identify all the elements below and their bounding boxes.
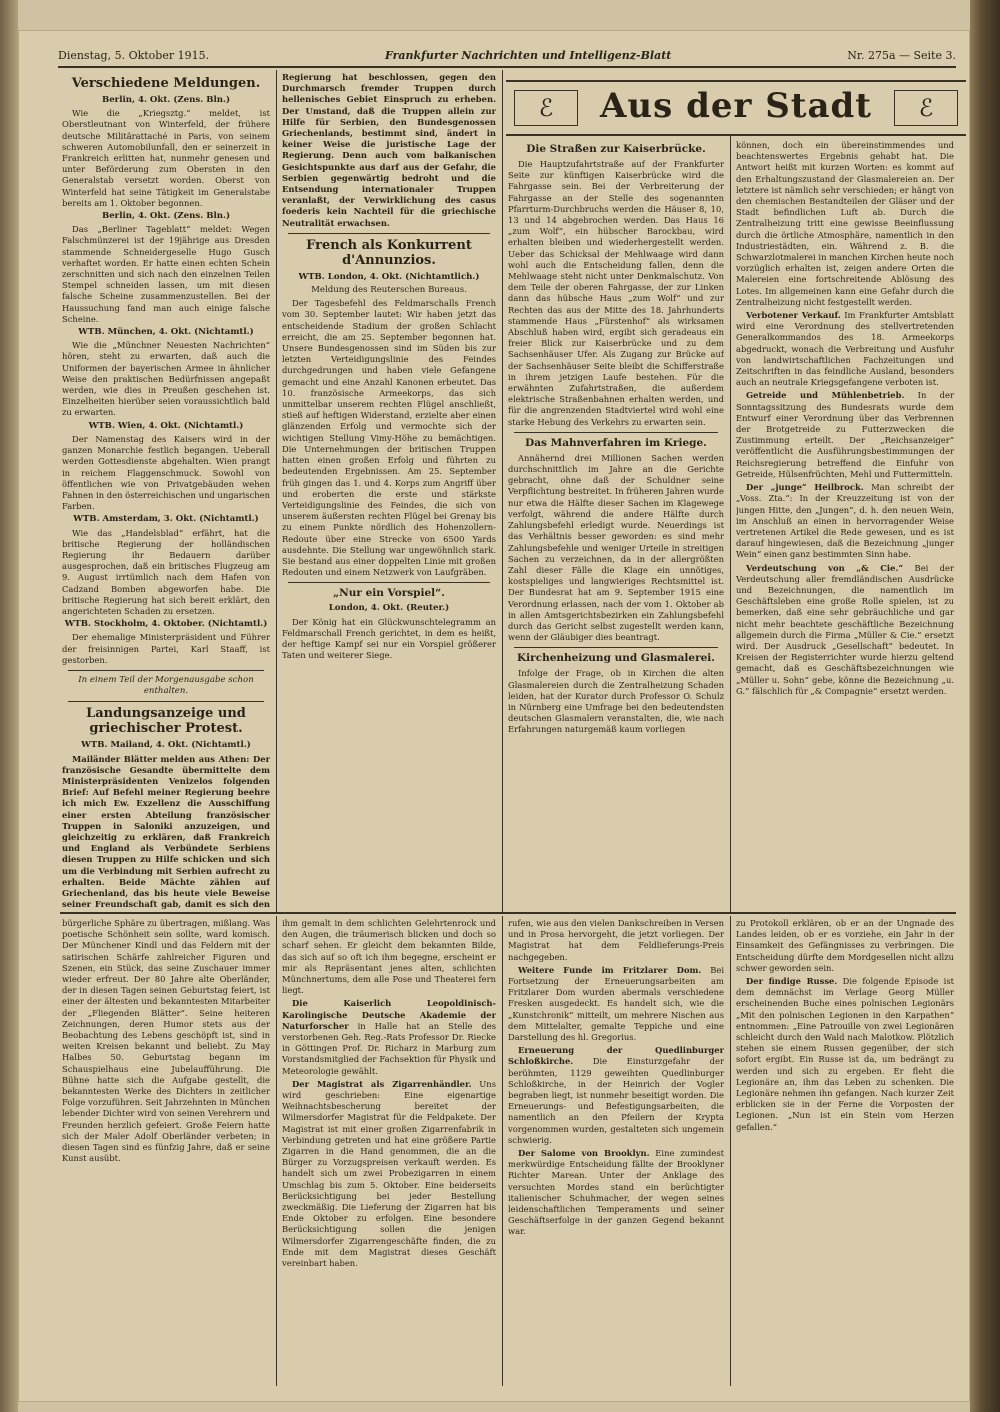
divider [288, 233, 490, 234]
newspaper-title: Frankfurter Nachrichten und Intelligenz-Blatt [385, 48, 672, 62]
column-1 [62, 72, 270, 910]
article-text: Annähernd drei Millionen Sachen werden durchschnittlich im Jahre an die Gerichte gebracht, ohne daß der Schuldner seine Verpflichtung bestreitet. In früheren Jahren wurde nur etwa die Hälfte dieser Sachen im Klagewege verfolgt, während die andere Hälfte durch Zahlungsbefehl erledigt wurde. Neuerdings ist das Verhältnis besser geworden: es sind mehr Zahlungsbefehle und weniger Urteile in streitigen Sachen zu verzeichnen, da in der allergrößten Zahl dieser Fälle die Klage ein unnötiges, kostspieliges und langwieriges Rechtsmittel ist. Der Bundesrat hat am 9. September 1915 eine Verordnung erlassen, nach der vom 1. Oktober ab in allen Amtsgerichtsbezirken ein Zahlungsbefehl durch das Gericht selbst zugestellt werden kann, wenn der Gläubiger dies beantragt. [508, 452, 724, 643]
inline-heading: Weitere Funde im Fritzlarer Dom. [518, 964, 702, 975]
dateline: WTB. München, 4. Okt. (Nichtamtl.) [78, 327, 254, 338]
dateline: Berlin, 4. Okt. (Zens. Bln.) [101, 95, 231, 105]
dateline: London, 4. Okt. (Reuter.) [328, 603, 450, 614]
article-text: Man schreibt der „Voss. Zta.“: In der Kreuzzeitung ist von der jungen Hitte, den „Jungen“, d. h. den neuen Wein, im Anschluß an einen in hervorragender Weise vertretenen Artikel die Rede gewesen, und es ist darauf hingewiesen, daß die Bezeichnung „junger Wein“ einen ganz bestimmten Sinn habe. [736, 482, 954, 560]
news-item [62, 421, 270, 513]
inline-heading: Der findige Russe. [746, 976, 838, 987]
issue-date: Dienstag, 5. Oktober 1915. [58, 48, 210, 62]
news-item [62, 514, 270, 617]
article-text: In der Sonntagssitzung des Bundesrats wurde dem Entwurf einer Verordnung über das Verbrennen der Brotgetreide zu Futterzwecken die Zustimmung erteilt. Der „Reichsanzeiger“ veröffentlicht die Ausführungsbestimmungen der Reichsregierung betreffend die Einfuhr von Getreide, Hülsenfrüchten, Mehl und Futtermitteln. [736, 390, 954, 479]
article-text: Der Tagesbefehl des Feldmarschalls French vom 30. September lautet: Wir haben jetzt das entscheidende Stadium der großen Schlacht erreicht, die am 25. September begonnen hat. Unsere Bundesgenossen sind im Süden bis zur letzten Verteidigungslinie des Feindes durchgedrungen und haben viele Gefangene gemacht und eine Anzahl Kanonen erbeutet. Das 10. französische Armeekorps, das sich unmittelbar unserem rechten Flügel anschließt, stieß auf heftigen Widerstand, erzielte aber einen glänzenden Erfolg und vermochte sich der wichtigen Stellung Vimy-Höhe zu bemächtigen. Die Unternehmungen der britischen Truppen hatten einen großen Erfolg und führten zu bedeutenden Ergebnissen. Am 25. September früh gingen das 1. und 4. Korps zum Angriff über und eroberten die erste und stärkste Verteidigungslinie des Feindes, die sich von unserem äußersten rechten Flügel bei Grenay bis zu einem Punkte nördlich des Hohenzollern-Redoute über eine Strecke von 6500 Yards ausdehnte. Die Stellung war ungewöhnlich stark. Sie bestand aus einer doppelten Linie mit großen Redouten und einem Netzwerk von Laufgräben. [282, 298, 496, 578]
inline-heading: Die Kaiserlich Leopoldinisch-Karolingische Deutsche Akademie der Naturforscher [282, 998, 496, 1031]
inline-heading: Verbotener Verkauf. [746, 310, 841, 321]
dateline: WTB. Stockholm, 4. Oktober. (Nichtamtl.) [64, 619, 268, 630]
article-text: Die folgende Episode ist dem demnächst im Verlage Georg Müller erscheinenden Buche eines polnischen Legionärs „Mit den polnischen Legionen in den Karpathen“ entnommen: „Eine Patrouille von zwei Legionären schleicht durch den Wald nach Malotkow. Plötzlich stehen sie einem Russen gegenüber, der sich sofort ergibt. Ein Russe ist da, um bedrängt zu werden und sich zu ergeben. Er fleht die Legionäre an, ihm das Leben zu schenken. Die Legionäre nehmen ihn gefangen. Nach kurzer Zeit erblicken sie in der Ferne die Vorposten der Legionen. „Nun ist ein Stein vom Herzen gefallen.“ [736, 976, 954, 1132]
page-left-edge [0, 0, 18, 1412]
article-text: Infolge der Frage, ob in Kirchen die alten Glasmalereien durch die Zentralheizung Schaden leiden, hat der Kurator durch Professor O. Schulz in Nürnberg eine Umfrage bei den bedeutendsten deutschen Glasmalern veranstalten, die, wie nach Erfahrungen naturgemäß kaum vorliegen [508, 668, 724, 735]
inline-heading: Getreide und Mühlenbetrieb. [746, 390, 905, 401]
article-text: Wie das „Handelsblad“ erfährt, hat die britische Regierung der holländischen Regierung ihr Bedauern darüber ausgesprochen, daß ein britisches Flugzeug am 9. August irrtümlich nach dem Hafen von Cadzand Bomben abgeworfen habe. Die britische Regierung hat sich bereit erklärt, den angerichteten Schaden zu ersetzen. [62, 527, 270, 616]
masthead [58, 44, 956, 68]
article-text: Bei der Verdeutschung aller fremdländischen Ausdrücke und Bezeichnungen, die namentlich im Geschäftsleben eine große Rolle spielen, ist zu bemerken, daß eine sehr gebräuchliche und gar nicht mehr beachtete geschäftliche Bezeichnung allgemein durch die Firma „Müller & Cie.“ ersetzt wird. Der Ausdruck „Gesellschaft“ bedeutet. In Kreisen der Registerrichter wurde hierzu geltend gemacht, daß es Geschäftsbezeichnungen wie „Müller u. Sohn“ gebe, könne die Bezeichnung „u. G.“ fälschlich für „& Compagnie“ ersetzt werden. [736, 562, 954, 696]
article-text: Der Namenstag des Kaisers wird in der ganzen Monarchie festlich begangen. Ueberall werden Gottesdienste abgehalten. Wien prangt in reichem Flaggenschmuck. Sowohl von öffentlichen wie von Privatgebäuden wehen Fahnen in den österreichischen und ungarischen Farben. [62, 433, 270, 512]
inline-heading: Der Magistrat als Zigarrenhändler. [292, 1078, 472, 1089]
headline-french: French als Konkurrent d'Annunzios. [306, 237, 472, 268]
article-text: Wie die „Kriegsztg.“ meldet, ist Oberstleutnant von Winterfeld, der frühere deutsche Militärattaché in Paris, von seinem schweren Automobilunfall, den er seinerzeit in Frankreich erlitten hat, nunmehr genesen und unter Beförderung zum Obersten in den Generalstab versetzt worden. Oberst von Winterfeld hat seine Tätigkeit im Generalstabe bereits am 1. Oktober begonnen. [62, 108, 270, 208]
column-rule [502, 70, 503, 912]
inline-heading: Der Salome von Brooklyn. [518, 1148, 650, 1159]
dateline: WTB. Amsterdam, 3. Okt. (Nichtamtl.) [73, 514, 259, 525]
article-text: rufen, wie aus den vielen Dankschreiben in Versen und in Prosa hervorgeht, die jetzt vorliegen. Der Magistrat hat dem Feldlieferungs-Preis nachgegeben. [508, 918, 724, 962]
article-text: Wie die „Münchner Neuesten Nachrichten“ hören, steht zu erwarten, daß auch die Uniformen der bayerischen Armee in ähnlicher Weise den praktischen Bedürfnissen angepaßt werden, wie dies in Preußen geschehen ist. Einzelheiten hierüber seien voraussichtlich bald zu erwarten. [62, 340, 270, 418]
article-text: ihm gemalt in dem schlichten Gelehrtenrock und den Augen, die träumerisch blicken und doch so scharf sehen. Er gleicht dem bekannten Bilde, das sich auf so oft ich ihm begegne, erscheint er mir als Repräsentant jenes alten, schlichten Münchnertums, dem alle Pose und Theaterei fern liegt. [282, 918, 496, 996]
news-item [62, 95, 270, 209]
feuilleton-column-3 [508, 918, 724, 1384]
news-item [62, 619, 270, 666]
article-text: Das „Berliner Tageblatt“ meldet: Wegen Falschmünzerei ist der 19jährige aus Dresden stammende Schneidergeselle Hugo Gusch verhaftet worden. Er hatte einen echten Schein zerschnitten und sich nach den einzelnen Teilen Stempel schneiden lassen, um mit diesen falsche Scheine zusammenzustellen. Bei der Haussuchung fand man auch einige falsche Scheine. [62, 224, 270, 324]
divider [68, 701, 264, 702]
divider [514, 647, 718, 648]
feuilleton-rule [60, 912, 956, 914]
feuilleton-column-2 [282, 918, 496, 1384]
article-text: Im Frankfurter Amtsblatt wird eine Verordnung des stellvertretenden Generalkommandos des 18. Armeekorps abgedruckt, wonach die Verbreitung und Ausfuhr von landwirtschaftlichen Fachzeitungen und Zeitschriften in das feindliche Ausland, besonders auch an neutrale Kriegsgefangene verboten ist. [736, 310, 954, 388]
section-title: Aus der Stadt [599, 86, 872, 126]
headline-meldungen: Verschiedene Meldungen. [71, 76, 261, 91]
headline-vorspiel: „Nur ein Vorspiel“. [333, 587, 445, 600]
article-text: Eine zumindest merkwürdige Entscheidung fällte der Brooklyner Richter Marean. Unter der Anklage des versuchten Mordes stand ein berüchtigter italienischer Schuhmacher, der wegen seines leidenschaftlichen Temperaments und seiner Geschäftserfolge in der ganzen Gegend bekannt war. [508, 1148, 724, 1237]
edition-note: In einem Teil der Morgenausgabe schon enthalten. [78, 674, 254, 697]
issue-number: Nr. 275a — Seite 3. [847, 48, 956, 62]
headline-kirchenheizung: Kirchenheizung und Glasmalerei. [517, 652, 715, 665]
article-text: Der König hat ein Glückwunschtelegramm an Feldmarschall French gerichtet, in dem es heißt, der heftige Kampf sei nur ein Vorspiel größerer Taten und weiterer Siege. [282, 616, 496, 661]
inline-heading: Der „junge“ Heilbrock. [746, 482, 864, 493]
article-text: Uns wird geschrieben: Eine eigenartige Weihnachtsbescherung bereitet der Wilmersdorfer Magistrat für die Feldpakete. Der Magistrat ist mit einer großen Zigarrenfabrik in Verbindung getreten und hat eine größere Partie Zigarren in die Hand genommen, die an die Bürger zu Vorzugspreisen verkauft werden. Es handelt sich um zwei Probezigarren in einem Umschlag bis zum 5. Oktober. Eine beiderseits Berücksichtigung bei jeder Bestellung zweckmäßig. Die Lieferung der Zigarren hat bis Ende Oktober zu erfolgen. Eine besondere Berücksichtigung sollen die jenigen Wilmersdorfer Zigarrengeschäfte finden, die zu Ende mit dem Magistrat dieses Geschäft vereinbart haben. [282, 1078, 496, 1269]
article-text: Die Einsturzgefahr der berühmten, 1129 geweihten Quedlinburger Schloßkirche, in der Heinrich der Vogler begraben liegt, ist nunmehr beseitigt worden. Die Erneuerungs- und Befestigungsarbeiten, die namentlich an den Pfeilern der Krypta vorgenommen wurden, gestalteten sich ungemein schwierig. [508, 1056, 724, 1145]
column-2 [282, 72, 496, 910]
article-text: Bei Fortsetzung der Erneuerungsarbeiten am Fritzlarer Dom wurden abermals verschiedene Fresken ausgedeckt. Es handelt sich, wie die „Kunstchronik“ mitteilt, um mehrere Nischen aus dem Mittelalter, gemalte Teppiche und eine Darstellung des hl. Gregorius. [508, 964, 724, 1043]
article-text: Mailänder Blätter melden aus Athen: Der französische Gesandte übermittelte dem Ministerpräsidenten Venizelos folgenden Brief: Auf Befehl meiner Regierung beehre ich mich Ew. Exzellenz die Ausschiffung einer ersten Abteilung französischer Truppen in Saloniki anzuzeigen, und gleichzeitig zu erklären, daß Frankreich und England als Verbündete Serbiens diesen Truppen zu Hilfe schicken und sich um die Verbindung mit Serbien aufrecht zu erhalten. Beide Mächte zählen auf Griechenland, das bis heute viele Beweise seiner Freundschaft gab, damit es sich den [62, 753, 270, 910]
section-banner [506, 80, 966, 136]
news-item [62, 327, 270, 419]
ornament-right-icon: ℰ [894, 90, 958, 126]
headline-mahnverfahren: Das Mahnverfahren im Kriege. [525, 436, 707, 449]
column-rule [730, 136, 731, 912]
article-text: Der ehemalige Ministerpräsident und Führer der freisinnigen Partei, Karl Staaff, ist gestorben. [62, 632, 270, 665]
column-rule [276, 70, 277, 912]
column-rule [730, 916, 731, 1386]
ornament-left-icon: ℰ [514, 90, 578, 126]
article-text: in Halle hat an Stelle des verstorbenen Geh. Reg.-Rats Professor Dr. Riecke in Göttingen Prof. Dr. Richarz in Marburg zum Vorstandsmitglied der Fachsektion für Physik und Meteorologie gewählt. [282, 1020, 496, 1076]
divider [68, 670, 264, 671]
article-text: Regierung hat beschlossen, gegen den Durchmarsch fremder Truppen durch hellenisches Gebiet Einspruch zu erheben. Der Umstand, daß die Truppen allein zur Hilfe für Serbien, den Bundesgenossen Griechenlands, bestimmt sind, ändert in keiner Weise die juristische Lage der Regierung. Denn auch vom balkanischen Gesichtspunkte aus darf aus der Gefahr, die Serbien gegenwärtig bedroht und die Entsendung internationaler Truppen veranlaßt, der Verwirklichung des casus foederis kein Nachteil für die griechische Neutralität erwachsen. [282, 72, 496, 228]
dateline: WTB. London, 4. Okt. (Nichtamtlich.) [298, 271, 480, 282]
divider [514, 432, 718, 433]
inline-heading: Erneuerung der Quedlinburger Schloßkirche. [508, 1045, 724, 1067]
article-text: Die Hauptzufahrtstraße auf der Frankfurter Seite zur künftigen Kaiserbrücke wird die Fahrgasse sein. Bei der Verbreiterung der Fahrgasse an der Stelle des sogenannten Pfarrturm-Durchbruchs werden die Häuser 8, 10, 13 und 14 abgebrochen werden. Das Haus 16 „zum Wolf“, ein hübscher Barockbau, wird erhalten bleiben und wiederhergestellt werden. Ueber das Schicksal der Mehlwaage wird dann wohl auch die Entscheidung fallen, denn die Mehlwaage steht nicht unter Denkmalschutz. Von dem Teile der oberen Fahrgasse, der zur Linken dann das hübsche Haus „zum Wolf“ und zur Rechten das aus der Mitte des 18. Jahrhunderts stammende Haus „Fürstenhof“ als wirksamen Abschluß haben wird, ergibt sich geradeaus ein freier Blick zur Kaiserbrücke und zu dem Sachsenhäuser Ufer. Als Zugang zur Brücke auf der Sachsenhäuser Seite bleibt die Schifferstraße in ihrem jetzigen Laufe bestehen. Für die erwähnten Zufahrtstraßen, die außerdem elektrische Straßenbahnen erhalten werden, und für die angrenzenden Stadtviertel wird wohl eine starke Hebung des Verkehrs zu erwarten sein. [508, 159, 724, 427]
feuilleton-column-1 [62, 918, 270, 1384]
column-rule [276, 916, 277, 1386]
article-text: bürgerliche Sphäre zu übertragen, mißlang. Was poetische Schönheit sein sollte, ward komisch. Der Münchener Kindl und das Feldern mit der satirischen Schärfe zahlreicher Figuren und Szenen, ein Stück, das seine Zuschauer immer wieder erfreut. Der 80 Jahre alte Oberländer, der in diesen Tagen seinen Geburtstag feiert, ist einer der ältesten und bekanntesten Mitarbeiter der „Fliegenden Blätter“. Seine heiteren Zeichnungen, deren Humor stets aus der Beobachtung des Lebens geschöpft ist, sind in weiten Kreisen bekannt und beliebt. Zu May Halbes 50. Geburtstag begann im Schauspielhaus eine Jubelaufführung. Die Bühne hatte sich die Aufgabe gestellt, die bekanntesten Werke des Dichters in zeitlicher Folge vorzuführen. Seit Jahrzehnten in München lebender Dichter wird von seinen Verehrern und Freunden herzlich gefeiert. Große Feiern hatte sich der Maler Adolf Oberländer verbeten; in diesen Tagen sind es fünfzig Jahre, daß er seine Kunst ausübt. [62, 918, 270, 1164]
dateline: Berlin, 4. Okt. (Zens. Bln.) [101, 211, 231, 222]
feuilleton-column-4 [736, 918, 954, 1384]
inline-heading: Verdeutschung von „& Cie.“ [746, 562, 904, 573]
divider [288, 582, 490, 583]
news-item [62, 211, 270, 325]
article-text: zu Protokoll erklären, ob er an der Ungnade des Landes leiden, ob er es vorziehe, ein Jahr in der Einsamkeit des Gefängnisses zu verbringen. Die Entscheidung dürfte dem Mordgesellen nicht allzu schwer geworden sein. [736, 918, 954, 973]
headline-protest: Landungsanzeige und griechischer Protest. [86, 706, 246, 737]
dateline: WTB. Mailand, 4. Okt. (Nichtamtl.) [81, 740, 251, 751]
column-rule [502, 916, 503, 1386]
book-binding [970, 0, 1000, 1412]
column-4 [736, 140, 954, 910]
dateline: WTB. Wien, 4. Okt. (Nichtamtl.) [88, 420, 244, 431]
headline-kaiserbruecke: Die Straßen zur Kaiserbrücke. [526, 143, 706, 155]
article-text: können, doch ein übereinstimmendes und beachtenswertes Ergebnis gehabt hat. Die Antwort heißt mit kurzen Worten: es kommt auf den Erhaltungszustand der Glasmalereien an. Der letztere ist nämlich sehr verschieden; er hängt von den chemischen Bestandteilen der Gläser und der Stadt befindlichen Luft ab. Durch die Zentralheizung tritt eine gewisse Beeinflussung durch die örtliche Atmosphäre, namentlich in den Industriestädten, ein. Während z. B. die Schwarzlotmalerei in manchen Kirchen heute noch vorzüglich erhalten ist, zeigen andere Orten die Malereien eine fortschreitende Ablösung des Lotes. Im allgemeinen kann eine Gefahr durch die Zentralheizung nicht festgestellt werden. [736, 140, 954, 307]
column-3 [508, 140, 724, 910]
subline: Meldung des Reuterschen Bureaus. [311, 285, 467, 296]
